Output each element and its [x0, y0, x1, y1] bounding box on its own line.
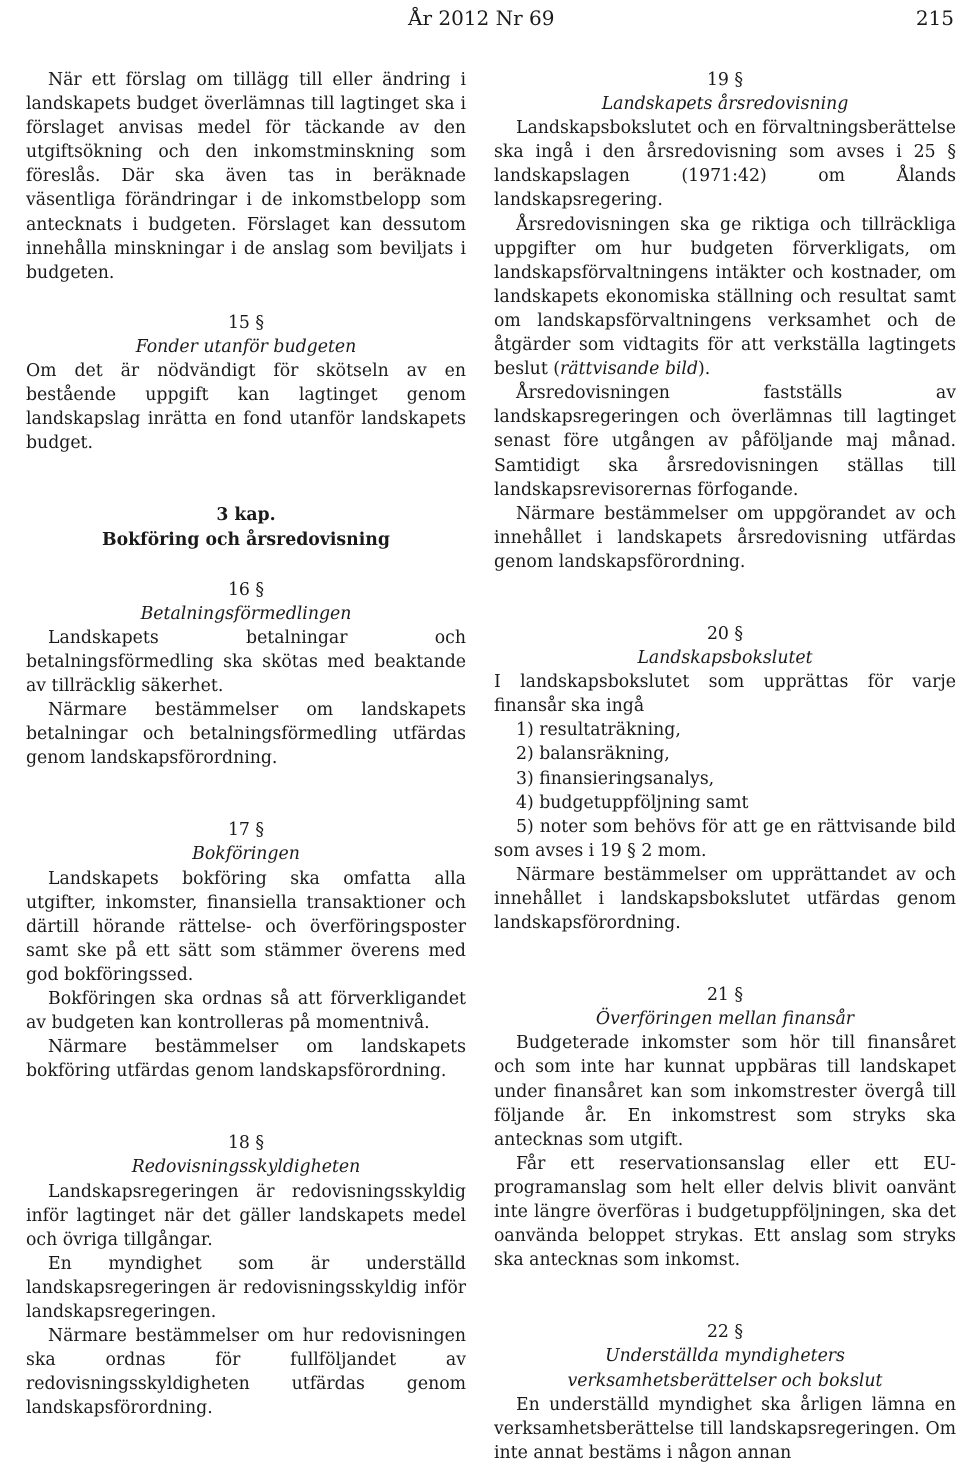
chapter-title: Bokföring och årsredovisning [102, 529, 390, 550]
section-16-title: Betalningsförmedlingen [140, 603, 352, 624]
list-item: 1) resultaträkning, [516, 720, 681, 741]
list-item: 5) noter som behövs för att ge en rättvisande bild som avses i 19 § 2 mom. [494, 816, 956, 861]
section-21-title: Överföringen mellan finansår [595, 1009, 855, 1030]
section-17-paragraph-3: Närmare bestämmelser om landskapets bokföring utfärdas genom landskapsförordning. [26, 1037, 466, 1082]
issue-label: År 2012 Nr 69 [408, 6, 555, 30]
section-16-paragraph-1: Landskapets betalningar och betalningsförmedling ska skötas med beaktande av tillräcklig säkerhet. [26, 627, 466, 696]
section-17-title: Bokföringen [192, 844, 300, 865]
list-item: 2) balansräkning, [516, 744, 670, 765]
section-21-paragraph-1: Budgeterade inkomster som hör till finansåret och som inte har kunnat uppbäras till landskapet under finansåret kan som inkomstrester övergå till följande år. En inkomstrest som stryks ska antecknas som utgift. [494, 1033, 956, 1150]
section-18-paragraph-3: Närmare bestämmelser om hur redovisningen ska ordnas för fullföljandet av redovisningsskyldigheten utfärdas genom landskapsförordning. [26, 1326, 466, 1419]
section-19-paragraph-3: Årsredovisningen fastställs av landskapsregeringen och överlämnas till lagtinget senast före utgången av påföljande maj månad. Samtidigt ska årsredovisningen ställas till landskapsrevisorernas förfogande. [494, 383, 956, 500]
section-20-paragraph-1: I landskapsbokslutet som upprättas för varje finansår ska ingå [494, 672, 956, 717]
section-18-paragraph-2: En myndighet som är underställd landskapsregeringen är redovisningsskyldig inför landskapsregeringen. [26, 1253, 466, 1323]
section-17-paragraph-2: Bokföringen ska ordnas så att förverkligandet av budgeten kan kontrolleras på momentnivå. [26, 989, 466, 1034]
intro-paragraph: När ett förslag om tillägg till eller ändring i landskapets budget överlämnas till lagtinget ska i förslaget anvisas medel för täckande av den utgiftsökning och den inkomstminskning som föreslås. Där ska även tas in beräknade väsentliga förändringar i de inkomstbelopp som antecknats i budgeten. Förslaget kan dessutom innehålla minskningar i de anslag som beviljats i budgeten. [26, 70, 466, 283]
section-19-paragraph-2 [494, 213, 956, 382]
page-number: 215 [915, 6, 954, 30]
section-19-paragraph-4: Närmare bestämmelser om uppgörandet av och innehållet i landskapets årsredovisning utfärdas genom landskapsförordning. [494, 503, 956, 572]
section-21-paragraph-2: Får ett reservationsanslag eller ett EU-programanslag som helt eller delvis blivit oanvänt inte längre överföras i budgetuppföljningen, ska det oanvända beloppet strykas. Ett anslag som stryks ska antecknas som inkomst. [494, 1153, 956, 1271]
right-column [494, 68, 956, 1465]
section-17-number: 17 § [227, 820, 265, 841]
list-item: 3) finansieringsanalys, [516, 768, 715, 789]
section-20-paragraph-2: Närmare bestämmelser om upprättandet av och innehållet i landskapsbokslutet utfärdas genom landskapsförordning. [494, 864, 956, 934]
section-16-paragraph-2: Närmare bestämmelser om landskapets betalningar och betalningsförmedling utfärdas genom landskapsförordning. [26, 700, 466, 769]
section-15-title: Fonder utanför budgeten [135, 336, 357, 357]
section-22-number: 22 § [706, 1322, 744, 1343]
section-22-title: Underställda myndigheters verksamhetsberättelser och bokslut [567, 1346, 883, 1391]
section-19-paragraph-1: Landskapsbokslutet och en förvaltningsberättelse ska ingå i den årsredovisning som avses i 25 § landskapslagen (1971:42) om Ålands landskapsregering. [494, 118, 956, 211]
section-20-number: 20 § [706, 623, 744, 644]
page-header [0, 4, 960, 32]
section-19-paragraph-2-end: ). [698, 359, 711, 380]
section-19-paragraph-2-italic: rättvisande bild [560, 359, 699, 380]
section-18-title: Redovisningsskyldigheten [131, 1157, 361, 1178]
section-20-title: Landskapsbokslutet [637, 648, 813, 669]
left-column [26, 68, 466, 1421]
section-18-number: 18 § [227, 1133, 265, 1154]
section-21-number: 21 § [706, 985, 744, 1006]
section-18-paragraph-1: Landskapsregeringen är redovisningsskyldig inför lagtinget när det gäller landskapets medel och övriga tillgångar. [26, 1181, 466, 1250]
section-15-paragraph-1: Om det är nödvändigt för skötseln av en bestående uppgift kan lagtinget genom landskapslag inrätta en fond utanför landskapets budget. [26, 361, 466, 454]
section-19-title: Landskapets årsredovisning [601, 94, 849, 115]
section-15-number: 15 § [227, 312, 265, 333]
chapter-number: 3 kap. [216, 505, 276, 526]
section-19-number: 19 § [706, 70, 744, 90]
list-item: 4) budgetuppföljning samt [516, 792, 749, 813]
section-16-number: 16 § [227, 579, 265, 600]
section-19-paragraph-2-text: Årsredovisningen ska ge riktiga och tillräckliga uppgifter om hur budgeten förverkligats, om landskapsförvaltningens intäkter och kostnader, om landskapets ekonomiska ställning och resultat samt om landskapsförvaltningens verksamhet och de åtgärder som vidtagits för att verkställa lagtingets beslut ( [494, 214, 956, 380]
section-17-paragraph-1: Landskapets bokföring ska omfatta alla utgifter, inkomster, finansiella transaktioner och därtill hörande rättelse- och överföringsposter samt ske på ett sätt som stämmer överens med god bokföringssed. [26, 868, 466, 985]
section-22-paragraph-1: En underställd myndighet ska årligen lämna en verksamhetsberättelse till landskapsregeringen. Om inte annat bestäms i någon annan [494, 1394, 956, 1463]
